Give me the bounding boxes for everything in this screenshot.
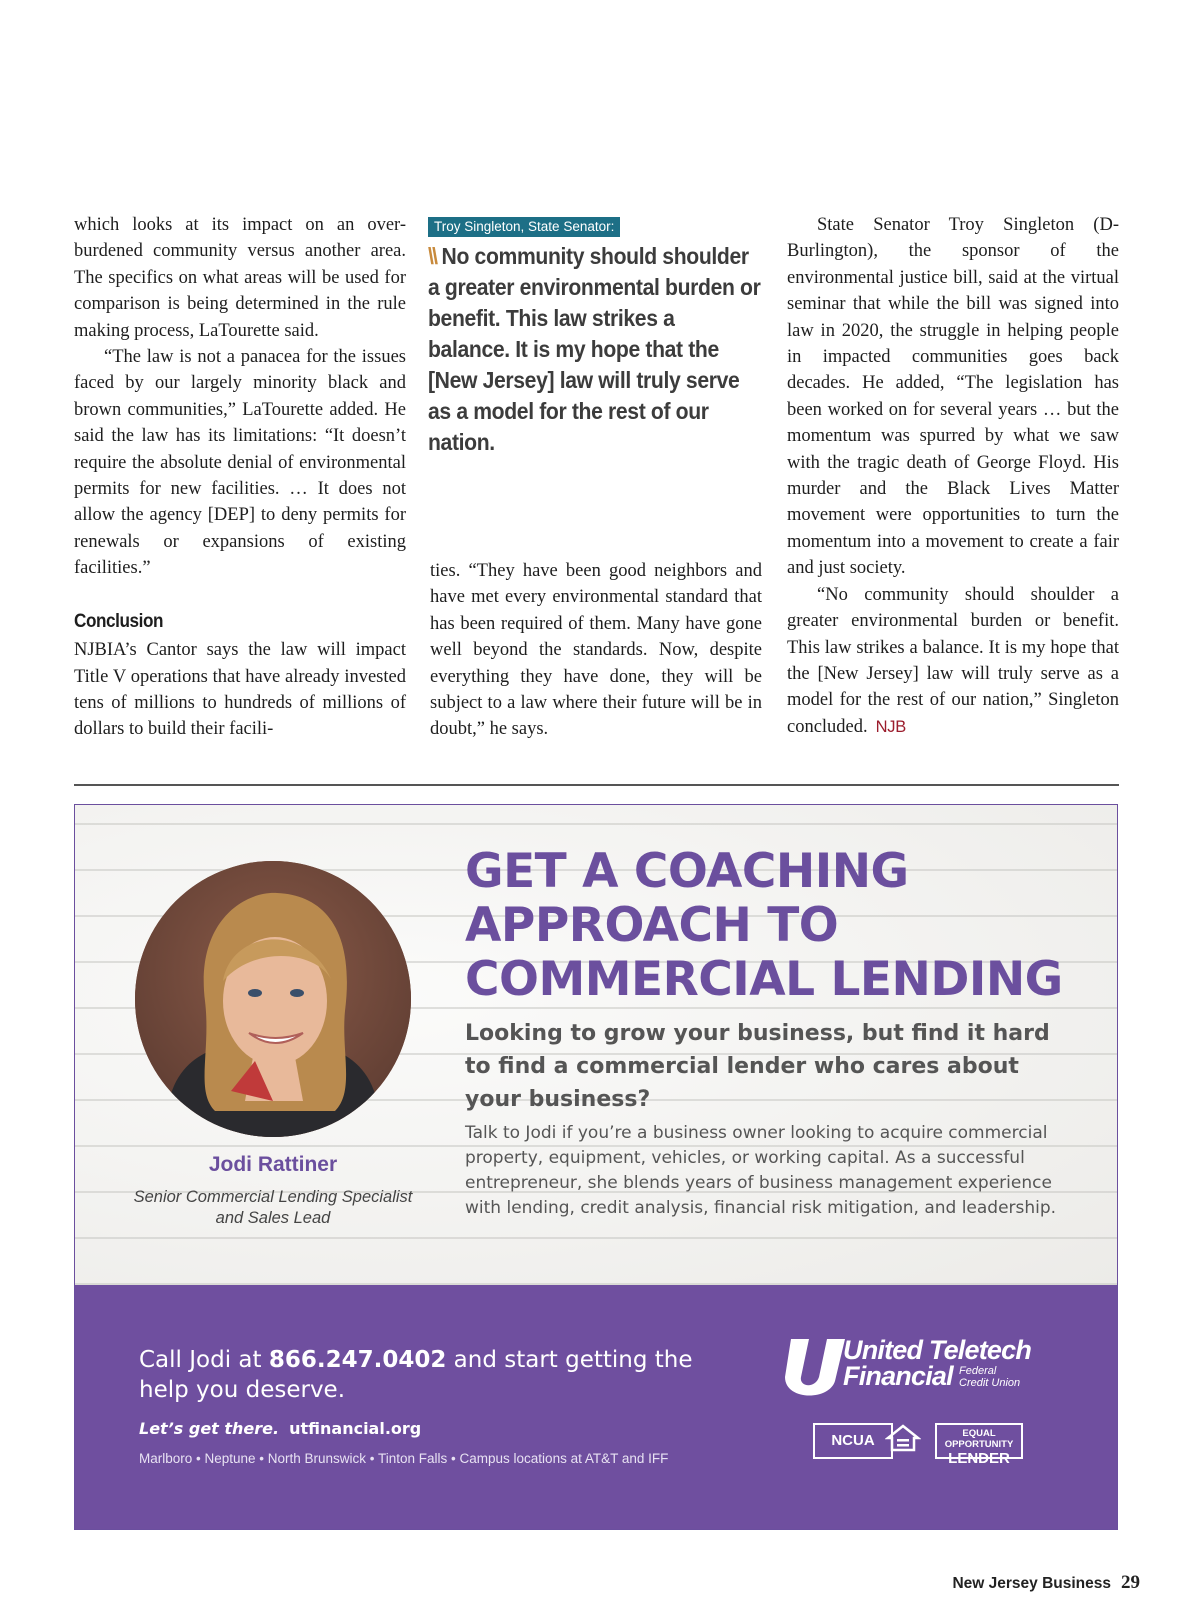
logo-u-icon	[781, 1337, 851, 1399]
ad-body-text: Talk to Jodi if you’re a business owner looking to acquire commercial property, equipment, vehicles, or working capital. As a successful entrepreneur, she blends years of business management experience with lending, credit analysis, financial risk mitigation, and leadership.	[465, 1123, 1057, 1218]
pull-quote	[428, 217, 768, 458]
article-paragraph: which looks at its impact on an over-burdened community versus another area. The specifics on what areas will be used for comparison is being determined in the rule making process, LaTourette said.	[74, 215, 406, 341]
article-paragraph-text: “No community should shoulder a greater environmental burden or benefit. This law strikes a balance. It is my hope that the [New Jersey] law will truly serve as a model for the rest of our nation,” Singleton concluded.	[787, 584, 1119, 737]
ncua-badge: NCUA	[813, 1423, 893, 1459]
equal-opportunity-lender-badge	[935, 1423, 1023, 1467]
cta-suffix: and start getting the help you deserve.	[139, 1347, 693, 1403]
pull-quote-text	[428, 241, 761, 458]
publication-name: New Jersey Business	[952, 1575, 1111, 1592]
equal-housing-house-icon	[885, 1423, 921, 1459]
person-photo	[135, 861, 411, 1137]
portrait-illustration	[135, 861, 411, 1137]
section-heading: Conclusion	[74, 609, 164, 632]
cta-prefix: Call Jodi at	[139, 1347, 269, 1373]
page-number: 29	[1121, 1572, 1140, 1593]
branch-locations: Marlboro • Neptune • North Brunswick • Tinton Falls • Campus locations at AT&T and IFF	[139, 1451, 669, 1466]
article-column-2	[430, 558, 762, 743]
person-name: Jodi Rattiner	[208, 1153, 338, 1176]
call-to-action[interactable]	[139, 1345, 699, 1405]
website-link[interactable]: utfinancial.org	[289, 1419, 422, 1438]
tagline	[139, 1419, 421, 1438]
article-signoff: NJB	[875, 717, 906, 736]
article-paragraph: “The law is not a panacea for the issues faced by our largely minority black and brown communities,” LaTourette added. He said the law has its limitations: “It doesn’t require the absolute denial of environmental permits for new facilities. … It does not allow the agency [DEP] to deny permits for renewals or expansions of existing facilities.”	[74, 347, 406, 579]
logo-name-line-2: Financial	[843, 1361, 953, 1391]
slogan: Let’s get there.	[139, 1419, 280, 1438]
phone-number-link[interactable]: 866.247.0402	[268, 1347, 447, 1373]
pull-quote-body: No community should shoulder a greater environmental burden or benefit. This law strikes a balance. It is my hope that the [New Jersey] law will truly serve as a model for the rest of our nation.	[428, 243, 761, 455]
eol-top-text: EQUAL OPPORTUNITY	[944, 1428, 1014, 1450]
article-column-1	[74, 212, 406, 743]
article-paragraph: State Senator Troy Singleton (D-Burlington), the sponsor of the environmental justice bill, said at the virtual seminar that while the bill was signed into law in 2020, the struggle in helping people in impacted communities goes back decades. He added, “The legislation has been worked on for several years … but the momentum was spurred by what we saw with the tragic death of George Floyd. His murder and the Black Lives Matter movement were opportunities to turn the momentum into a movement to create a fair and just society.	[787, 215, 1119, 579]
person-title: Senior Commercial Lending Specialist and Sales Lead	[133, 1188, 413, 1227]
equal-housing-lender-icon	[885, 1423, 921, 1459]
advertisement[interactable]	[74, 804, 1118, 1530]
ad-headline: GET A COACHING APPROACH TO COMMERCIAL LENDING	[465, 844, 1063, 1007]
logo-name-line-1: United Teletech	[843, 1335, 1032, 1365]
article-paragraph: NJBIA’s Cantor says the law will impact Title V operations that have already invested tens of millions to hundreds of millions of dollars to build their facili-	[74, 640, 406, 740]
logo-suffix-line-2: Credit Union	[959, 1377, 1021, 1389]
eol-bottom-text: LENDER	[948, 1450, 1010, 1467]
article-column-3	[787, 212, 1119, 740]
pull-quote-label: Troy Singleton, State Senator:	[428, 217, 620, 237]
logo-suffix-line-1: Federal	[959, 1365, 997, 1377]
article-paragraph: ties. “They have been good neighbors and have met every environmental standard that has been required of them. Many have gone well beyond the standards. Now, despite everything they have done, they will be subject to a law where their future will be in doubt,” he says.	[430, 561, 762, 740]
page-footer	[952, 1572, 1140, 1594]
logo-suffix	[959, 1365, 1020, 1389]
article-paragraph	[787, 582, 1119, 740]
ad-subheadline: Looking to grow your business, but find it hard to find a commercial lender who cares about your business?	[465, 1021, 1050, 1112]
quote-mark-icon: \\	[428, 243, 437, 269]
company-logo[interactable]	[781, 1329, 1051, 1419]
section-divider	[74, 784, 1119, 786]
